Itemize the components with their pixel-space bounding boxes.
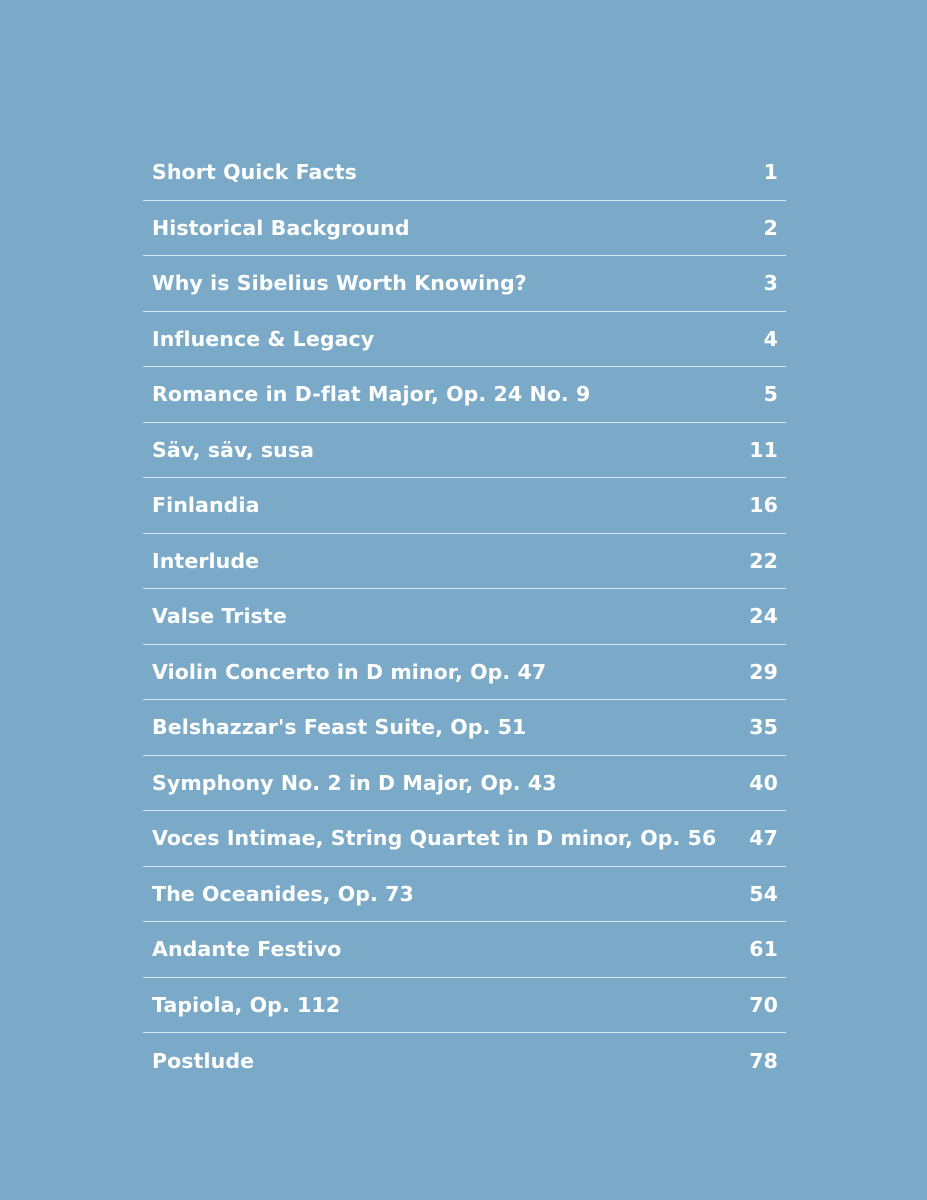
toc-entry[interactable]	[143, 534, 786, 590]
toc-entry[interactable]	[143, 645, 786, 701]
toc-entry-page: 16	[749, 493, 778, 518]
toc-entry-page: 70	[749, 992, 778, 1017]
toc-entry[interactable]	[143, 367, 786, 423]
toc-entry[interactable]	[143, 312, 786, 368]
toc-entry[interactable]	[143, 922, 786, 978]
toc-entry[interactable]	[143, 978, 786, 1034]
toc-entry[interactable]	[143, 478, 786, 534]
toc-entry[interactable]	[143, 145, 786, 201]
toc-entry-page: 35	[749, 715, 778, 740]
toc-entry-title: Violin Concerto in D minor, Op. 47	[152, 659, 547, 684]
toc-entry-title: Belshazzar's Feast Suite, Op. 51	[152, 715, 527, 740]
toc-entry-title: Voces Intimae, String Quartet in D minor, Op. 56	[152, 826, 717, 851]
toc-entry-page: 11	[749, 437, 778, 462]
toc-entry-page: 24	[749, 604, 778, 629]
toc-entry-title: Valse Triste	[152, 604, 287, 629]
toc-entry-title: Interlude	[152, 548, 260, 573]
toc-entry[interactable]	[143, 811, 786, 867]
toc-entry-title: Finlandia	[152, 493, 260, 518]
toc-entry-page: 47	[749, 826, 778, 851]
toc-entry[interactable]	[143, 201, 786, 257]
toc-entry-page: 22	[749, 548, 778, 573]
toc-entry[interactable]	[143, 756, 786, 812]
toc-entry-page: 1	[763, 160, 778, 185]
toc-entry-title: Symphony No. 2 in D Major, Op. 43	[152, 770, 557, 795]
toc-entry-title: The Oceanides, Op. 73	[152, 881, 414, 906]
toc-entry-page: 54	[749, 881, 778, 906]
toc-entry-page: 3	[763, 271, 778, 296]
toc-entry-page: 40	[749, 770, 778, 795]
toc-entry-title: Short Quick Facts	[152, 160, 357, 185]
toc-entry-title: Tapiola, Op. 112	[152, 992, 341, 1017]
toc-entry-page: 61	[749, 937, 778, 962]
toc-entry-page: 2	[763, 215, 778, 240]
toc-entry-title: Postlude	[152, 1048, 255, 1073]
toc-entry-title: Why is Sibelius Worth Knowing?	[152, 271, 527, 296]
toc-entry[interactable]	[143, 1033, 786, 1089]
toc-entry[interactable]	[143, 256, 786, 312]
toc-entry[interactable]	[143, 867, 786, 923]
toc-entry[interactable]	[143, 423, 786, 479]
toc-entry-title: Andante Festivo	[152, 937, 342, 962]
toc-entry-page: 5	[763, 382, 778, 407]
toc-entry[interactable]	[143, 700, 786, 756]
table-of-contents	[143, 145, 786, 1089]
toc-entry-title: Historical Background	[152, 215, 410, 240]
toc-entry-title: Säv, säv, susa	[152, 437, 315, 462]
toc-entry-page: 29	[749, 659, 778, 684]
toc-entry-page: 78	[749, 1048, 778, 1073]
toc-entry-title: Romance in D-flat Major, Op. 24 No. 9	[152, 382, 591, 407]
toc-entry-title: Influence & Legacy	[152, 326, 375, 351]
toc-entry[interactable]	[143, 589, 786, 645]
toc-entry-page: 4	[763, 326, 778, 351]
